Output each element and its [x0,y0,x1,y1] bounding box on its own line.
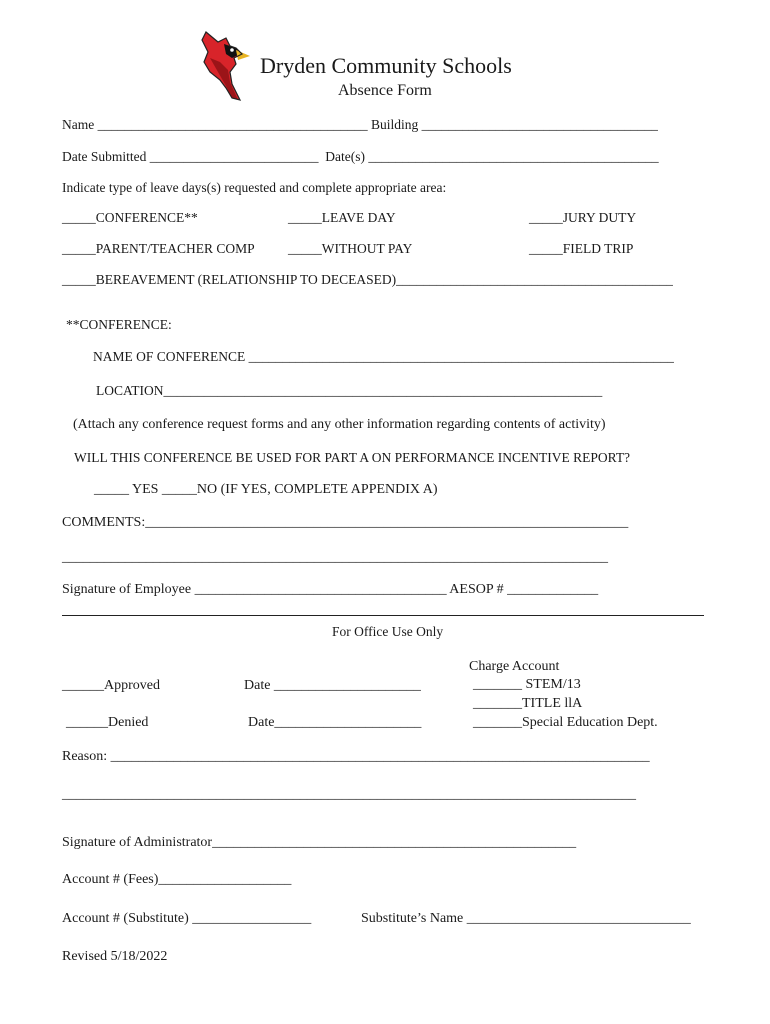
charge-account-special-ed[interactable]: _______Special Education Dept. [473,715,658,730]
comments-field[interactable]: COMMENTS:_____________________________________________________________________ [62,515,629,530]
leave-option-parent-teacher[interactable]: _____PARENT/TEACHER COMP [62,241,255,256]
cardinal-bird-logo-icon [196,28,252,102]
leave-option-bereavement[interactable]: _____BEREAVEMENT (RELATIONSHIP TO DECEASED)_________________________________________ [62,272,673,287]
leave-option-conference[interactable]: _____CONFERENCE** [62,210,198,225]
leave-option-jury-duty[interactable]: _____JURY DUTY [529,210,637,225]
denied-option[interactable]: ______Denied [66,715,149,730]
revised-date: Revised 5/18/2022 [62,949,168,964]
charge-account-stem[interactable]: _______ STEM/13 [473,677,581,692]
charge-account-heading: Charge Account [469,659,560,674]
form-title: Absence Form [338,82,432,99]
substitute-name-field[interactable]: Substitute’s Name ________________________________ [361,911,691,926]
charge-account-title[interactable]: _______TITLE llA [473,696,583,711]
employee-signature-field[interactable]: Signature of Employee ____________________________________ AESOP # _____________ [62,582,599,597]
leave-option-without-pay[interactable]: _____WITHOUT PAY [288,241,413,256]
approved-option[interactable]: ______Approved [62,678,160,693]
reason-field[interactable]: Reason: _____________________________________________________________________________ [62,749,650,764]
conference-attach-note: (Attach any conference request forms and any other information regarding contents of activity) [73,417,606,432]
school-name: Dryden Community Schools [260,53,512,78]
comments-line-2[interactable]: ______________________________________________________________________________ [62,550,608,565]
account-fees-field[interactable]: Account # (Fees)___________________ [62,872,292,887]
office-use-heading: For Office Use Only [332,624,444,639]
name-building-field[interactable]: Name ________________________________________ Building ___________________________________ [62,117,658,132]
account-substitute-field[interactable]: Account # (Substitute) _________________ [62,911,312,926]
conference-location-field[interactable]: LOCATION_________________________________________________________________ [96,383,603,398]
incentive-question: WILL THIS CONFERENCE BE USED FOR PART A ON PERFORMANCE INCENTIVE REPORT? [74,450,631,465]
admin-signature-field[interactable]: Signature of Administrator____________________________________________________ [62,835,577,850]
leave-option-field-trip[interactable]: _____FIELD TRIP [529,241,634,256]
date-submitted-field[interactable]: Date Submitted _________________________ Date(s) ___________________________________________ [62,149,659,164]
reason-line-2[interactable]: __________________________________________________________________________________ [62,787,636,802]
leave-type-instruction: Indicate type of leave days(s) requested and complete appropriate area: [62,180,447,195]
approved-date-field[interactable]: Date _____________________ [244,678,421,693]
conference-name-field[interactable]: NAME OF CONFERENCE _______________________________________________________________ [93,349,674,364]
incentive-yes-no[interactable]: _____ YES _____NO (IF YES, COMPLETE APPENDIX A) [94,482,438,497]
leave-option-leave-day[interactable]: _____LEAVE DAY [288,210,396,225]
conference-heading: **CONFERENCE: [66,317,172,332]
office-divider [62,615,704,616]
denied-date-field[interactable]: Date_____________________ [248,715,422,730]
